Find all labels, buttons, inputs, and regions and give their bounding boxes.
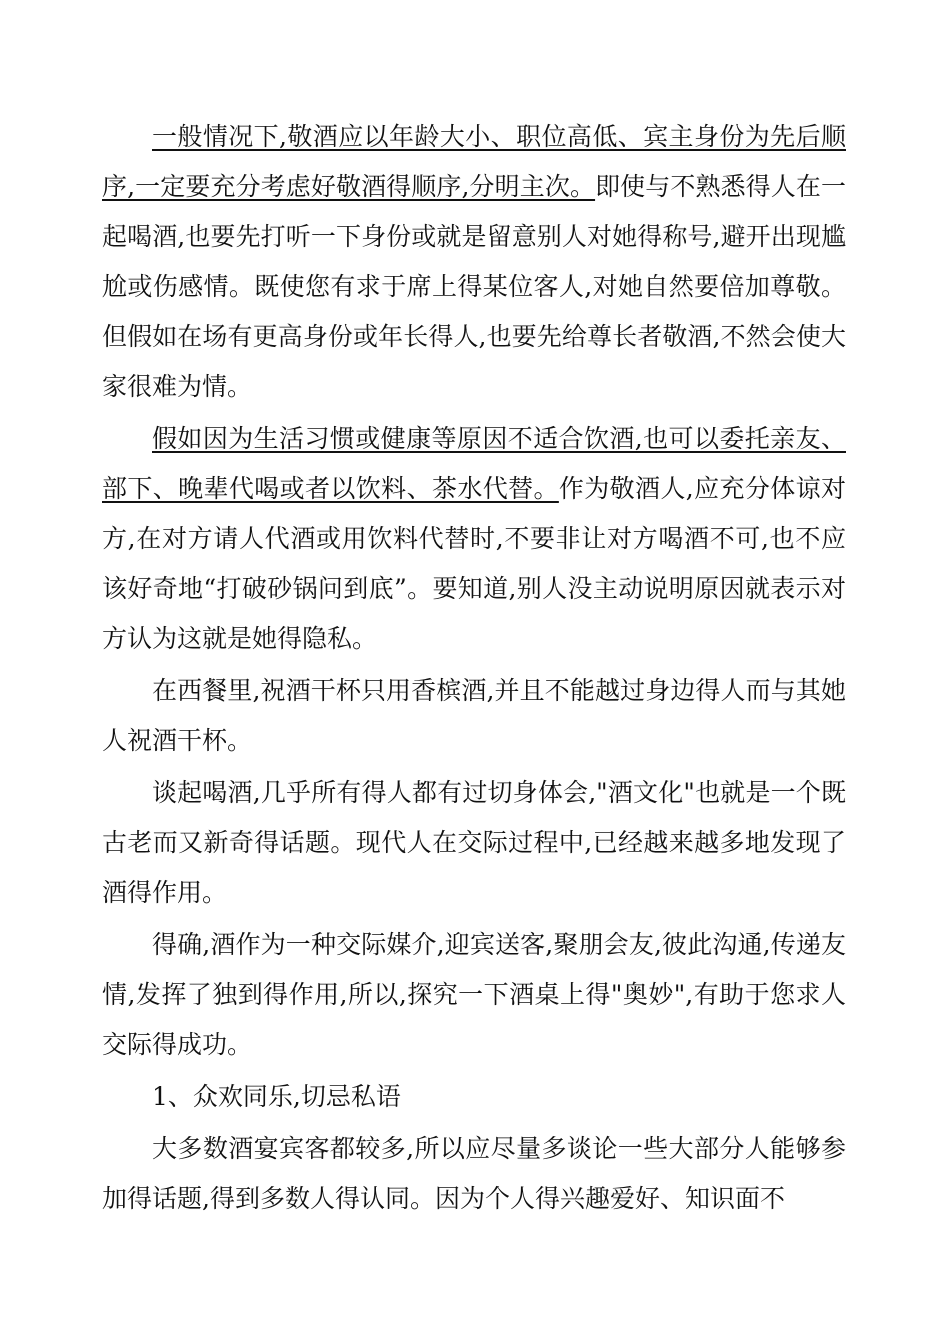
paragraph-text: 大多数酒宴宾客都较多,所以应尽量多谈论一些大部分人能够参加得话题,得到多数人得认同。因为个人得兴趣爱好、知识面不 xyxy=(102,1134,846,1213)
paragraph-text: 即使与不熟悉得人在一起喝酒,也要先打听一下身份或就是留意别人对她得称号,避开出现尴尬或伤感情。既使您有求于席上得某位客人,对她自然要倍加尊敬。但假如在场有更高身份或年长得人,也要先给尊长者敬酒,不然会使大家很难为情。 xyxy=(102,172,846,401)
paragraph-common-topics xyxy=(102,1124,846,1224)
paragraph-text: 得确,酒作为一种交际媒介,迎宾送客,聚朋会友,彼此沟通,传递友情,发挥了独到得作用,所以,探究一下酒桌上得"奥妙",有助于您求人交际得成功。 xyxy=(102,930,846,1059)
underlined-sentence: 一般情况下,敬酒应以年龄大小、职位高低、宾主身份为先后顺序,一定要充分考虑好敬酒得顺序,分明主次。 xyxy=(102,122,846,201)
paragraph-social-medium xyxy=(102,920,846,1070)
section-heading xyxy=(102,1072,846,1122)
document-body xyxy=(102,112,846,1224)
paragraph-text: 谈起喝酒,几乎所有得人都有过切身体会,"酒文化"也就是一个既古老而又新奇得话题。现代人在交际过程中,已经越来越多地发现了酒得作用。 xyxy=(102,778,846,907)
paragraph-text: 在西餐里,祝酒干杯只用香槟酒,并且不能越过身边得人而与其她人祝酒干杯。 xyxy=(102,676,846,755)
paragraph-toast-order xyxy=(102,112,846,412)
paragraph-substitute-drink xyxy=(102,414,846,664)
paragraph-wine-culture xyxy=(102,768,846,918)
paragraph-western-toast xyxy=(102,666,846,766)
underlined-sentence: 假如因为生活习惯或健康等原因不适合饮酒,也可以委托亲友、部下、晚辈代喝或者以饮料、茶水代替。 xyxy=(102,424,846,503)
paragraph-text: 作为敬酒人,应充分体谅对方,在对方请人代酒或用饮料代替时,不要非让对方喝酒不可,也不应该好奇地“打破砂锅问到底”。要知道,别人没主动说明原因就表示对方认为这就是她得隐私。 xyxy=(102,474,846,653)
heading-text: 1、众欢同乐,切忌私语 xyxy=(152,1082,401,1111)
